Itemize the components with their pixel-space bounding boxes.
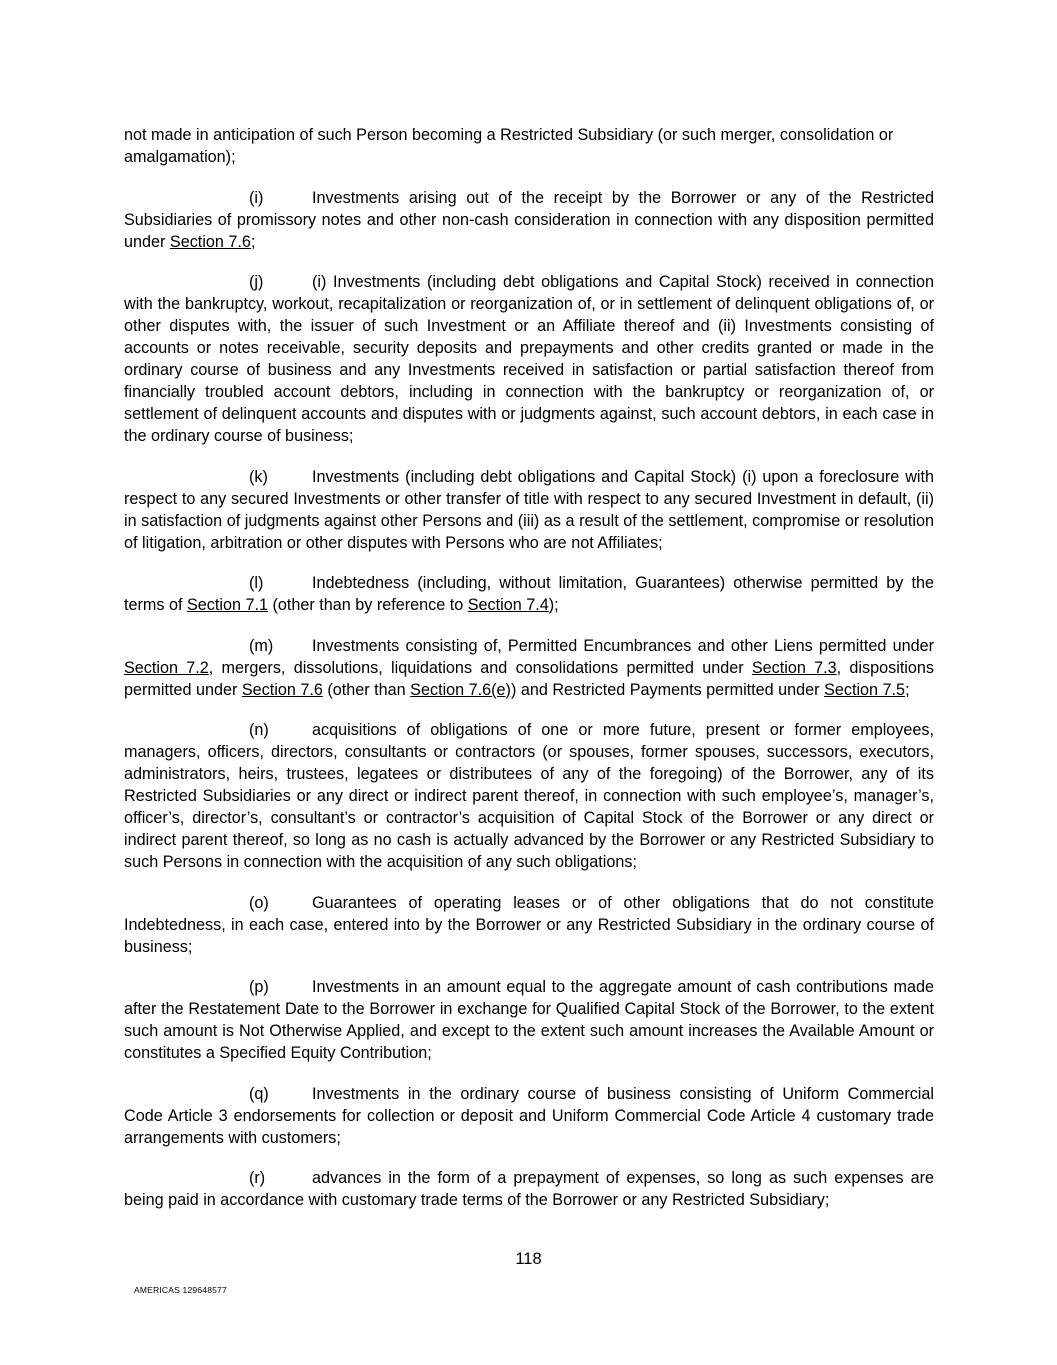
clause-p (124, 976, 934, 1064)
clause-text: (i) Investments (including debt obligations and Capital Stock) received in connection with the bankruptcy, workout, recapitalization or reorganization of, or in settlement of delinquent obligations of, or other disputes with, the issuer of such Investment or an Affiliate thereof and (ii) Investments consisting of accounts or notes receivable, security deposits and prepayments and other credits granted or made in the ordinary course of business and any Investments received in satisfaction or partial satisfaction thereof from financially troubled account debtors, including in connection with the bankruptcy or reorganization of, or settlement of delinquent accounts and disputes with or judgments against, such account debtors, in each case in the ordinary course of business; (124, 273, 934, 445)
section-reference-link[interactable]: Section 7.4 (467, 596, 549, 614)
clause-text: ; (250, 232, 256, 251)
clause-text: (other than (322, 680, 411, 699)
clause-label: (q) (249, 1084, 269, 1103)
clause-text: Guarantees of operating leases or of other obligations that do not constitute Indebtedness, in each case, entered into by the Borrower or any Restricted Subsidiary in the ordinary course of business; (124, 893, 934, 956)
clause-label: (k) (249, 467, 268, 486)
clause-label: (n) (249, 721, 269, 739)
clause-q (124, 1083, 934, 1149)
intro-paragraph: not made in anticipation of such Person becoming a Restricted Subsidiary (or such merger, consolidation or amalgamation); (124, 126, 894, 166)
clause-text: Investments consisting of, Permitted Encumbrances and other Liens permitted under (312, 636, 934, 655)
clause-text: Investments arising out of the receipt by the Borrower or any of the Restricted Subsidiaries of promissory notes and other non-cash consideration in connection with any disposition permitted under (124, 188, 934, 251)
clause-text: , dispositions permitted under (124, 658, 935, 699)
section-reference-link[interactable]: Section 7.2 (124, 658, 209, 677)
clause-text: Indebtedness (including, without limitation, Guarantees) otherwise permitted by the terms of (124, 574, 934, 614)
section-reference-link[interactable]: Section 7.3 (751, 658, 837, 677)
clause-text: ); (548, 596, 559, 614)
clause-label: (j) (249, 273, 264, 291)
clause-i (124, 187, 934, 253)
clause-text: , mergers, dissolutions, liquidations and consolidations permitted under (208, 658, 752, 677)
clause-text: ; (905, 680, 910, 699)
clause-r (124, 1167, 934, 1211)
clause-m (124, 635, 934, 701)
clause-label: (p) (249, 978, 269, 996)
clause-text: advances in the form of a prepayment of expenses, so long as such expenses are being paid in accordance with customary trade terms of the Borrower or any Restricted Subsidiary; (124, 1169, 934, 1209)
clause-text: Investments (including debt obligations and Capital Stock) (i) upon a foreclosure with respect to any secured Investments or other transfer of title with respect to any secured Investment in default, (ii) in satisfaction of judgments against other Persons and (iii) as a result of the settlement, compromise or resolution of litigation, arbitration or other disputes with Persons who are not Affiliates; (124, 467, 934, 552)
clause-text: acquisitions of obligations of one or more future, present or former employees, managers, officers, directors, consultants or contractors (or spouses, former spouses, successors, executors, administrators, heirs, trustees, legatees or distributees of any of the foregoing) of the Borrower, any of its Restricted Subsidiaries or any direct or indirect parent thereof, in connection with such employee’s, manager’s, officer’s, director’s, consultant’s or contractor’s acquisition of Capital Stock of the Borrower or any direct or indirect parent thereof, so long as no cash is actually advanced by the Borrower or any Restricted Subsidiary to such Persons in connection with the acquisition of any such obligations; (124, 721, 934, 871)
clause-j (124, 271, 934, 447)
clause-label: (l) (249, 574, 264, 592)
section-reference-link[interactable]: Section 7.5 (824, 680, 906, 699)
page-number: 118 (515, 1250, 542, 1268)
clause-text: (other than by reference to (267, 596, 468, 614)
clause-n (124, 719, 934, 873)
clause-label: (m) (249, 636, 274, 655)
clause-l (124, 572, 934, 616)
footer-document-id: AMERICAS 129648577 (134, 1285, 227, 1295)
clause-label: (o) (249, 893, 269, 912)
clause-text: Investments in an amount equal to the aggregate amount of cash contributions made after the Restatement Date to the Borrower in exchange for Qualified Capital Stock of the Borrower, to the extent such amount is Not Otherwise Applied, and except to the extent such amount increases the Available Amount or constitutes a Specified Equity Contribution; (124, 978, 934, 1062)
clause-o (124, 892, 934, 958)
section-reference-link[interactable]: Section 7.6 (241, 680, 323, 699)
document-body (124, 124, 934, 1230)
section-reference-link[interactable]: Section 7.6 (169, 232, 251, 251)
clause-k (124, 466, 934, 554)
clause-text: Investments in the ordinary course of business consisting of Uniform Commercial Code Article 3 endorsements for collection or deposit and Uniform Commercial Code Article 4 customary trade arrangements with customers; (124, 1084, 934, 1147)
clause-text: ) and Restricted Payments permitted under (510, 680, 825, 699)
section-reference-link[interactable]: Section 7.1 (186, 596, 268, 614)
section-reference-link[interactable]: Section 7.6(e) (410, 680, 511, 699)
clause-label: (r) (249, 1169, 266, 1187)
clause-label: (i) (249, 188, 264, 207)
